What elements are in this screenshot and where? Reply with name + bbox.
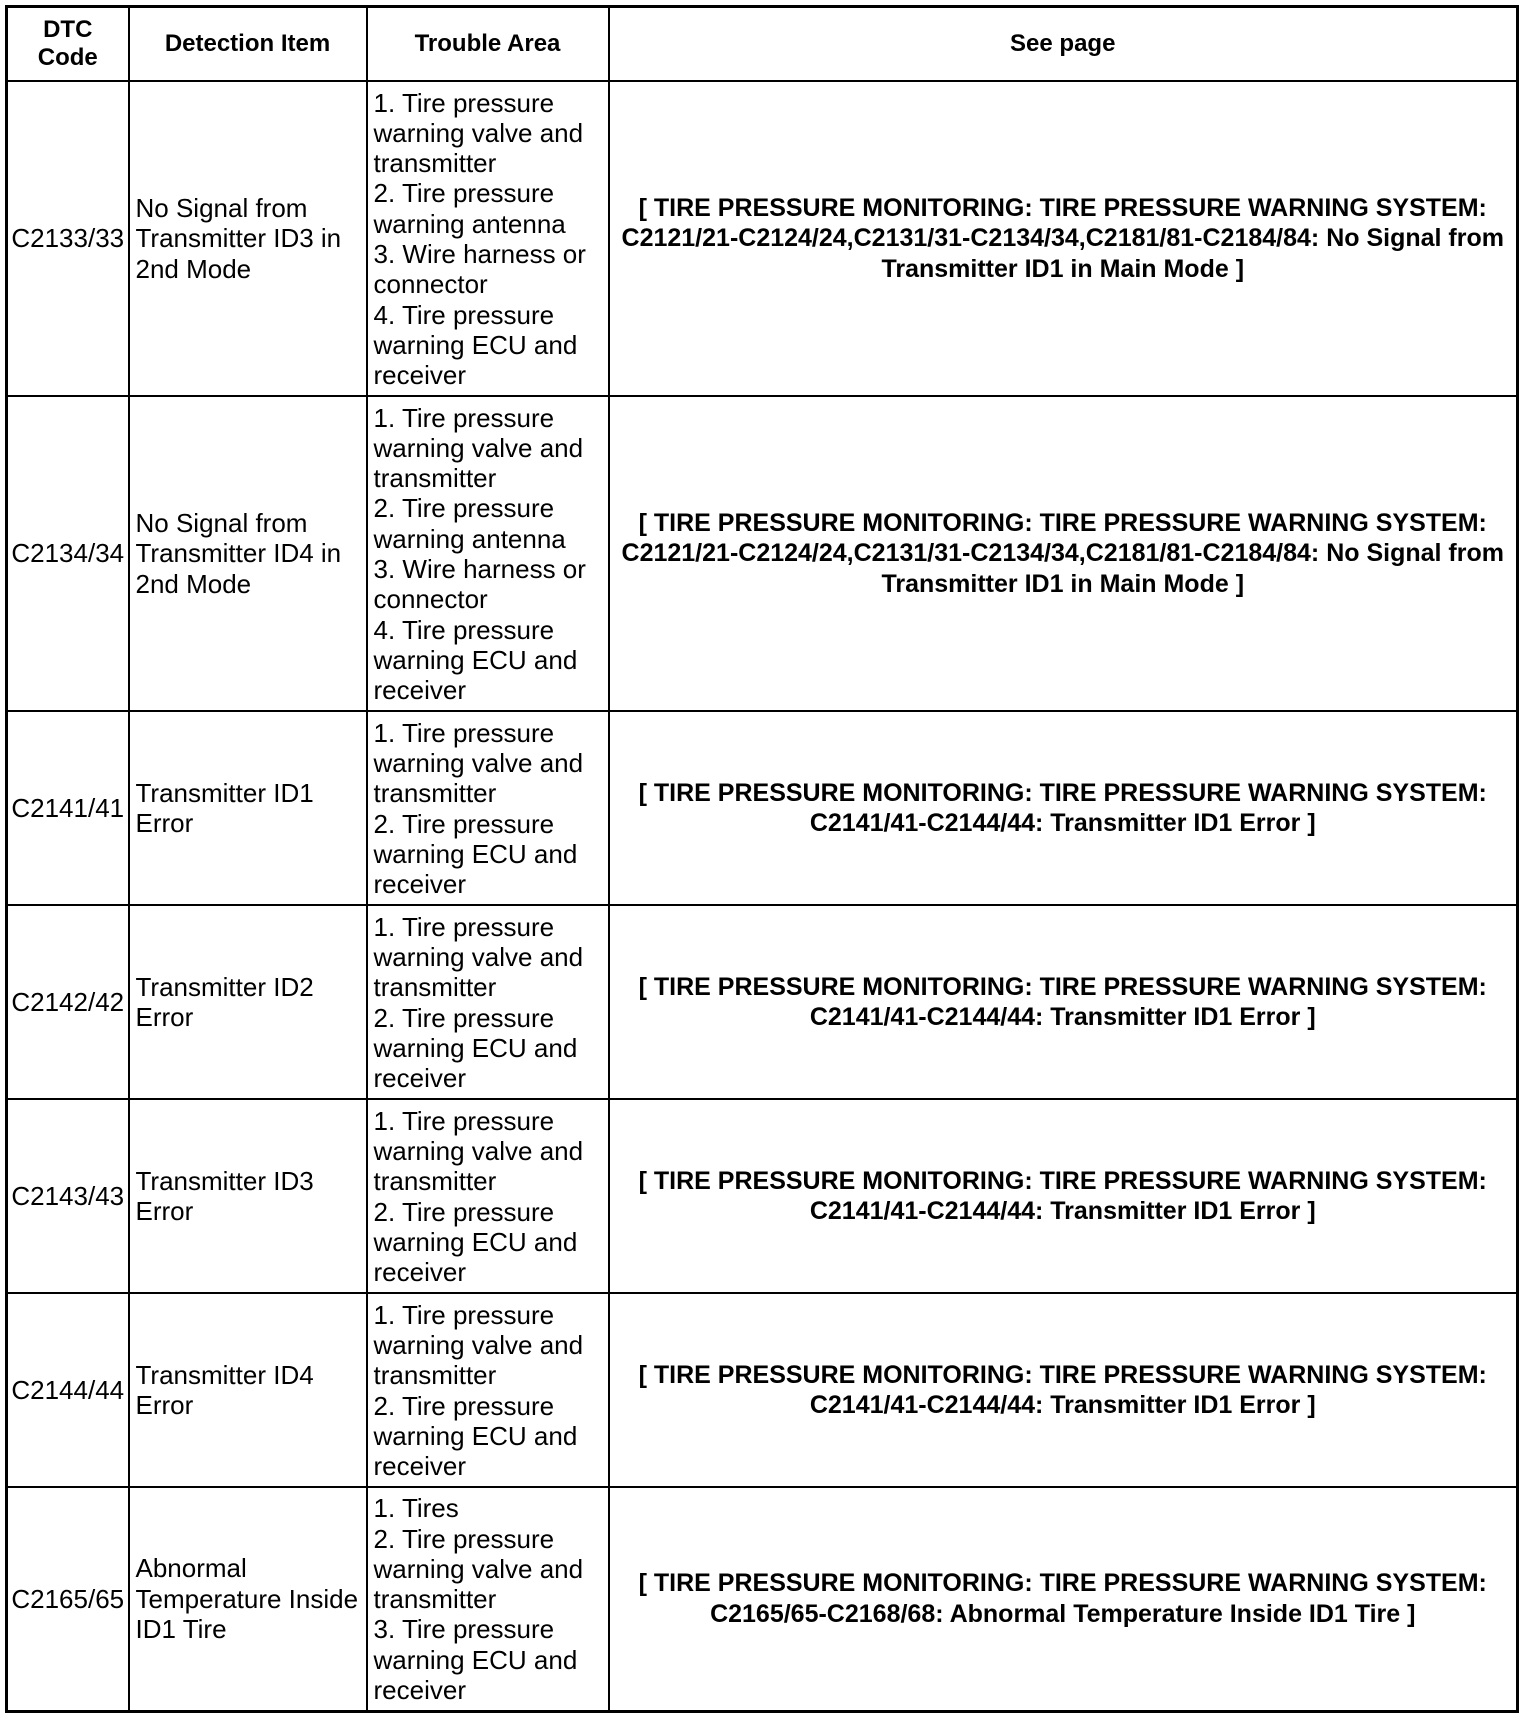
detection-item-cell: Transmitter ID1 Error	[129, 711, 367, 905]
trouble-area-line: transmitter	[373, 778, 497, 809]
trouble-area-cell	[367, 81, 609, 396]
trouble-area-cell	[367, 1099, 609, 1293]
trouble-area-line: 3. Wire harness or	[373, 554, 586, 584]
trouble-area-line: receiver	[373, 1451, 466, 1482]
trouble-area-line: 4. Tire pressure	[373, 614, 555, 645]
dtc-code-cell: C2133/33	[7, 81, 129, 396]
see-page-link[interactable]: [ TIRE PRESSURE MONITORING: TIRE PRESSURE WARNING SYSTEM: C2165/65-C2168/68: Abnormal Temperature Inside ID1 Tire ]	[609, 1487, 1518, 1711]
trouble-area-cell	[367, 1293, 609, 1487]
trouble-area-line: 1. Tires	[373, 1493, 459, 1524]
see-page-link[interactable]: [ TIRE PRESSURE MONITORING: TIRE PRESSURE WARNING SYSTEM: C2121/21-C2124/24,C2131/31-C2134/34,C2181/81-C2184/84: No Signal from Transmitter ID1 in Main Mode ]	[609, 81, 1518, 396]
trouble-area-line: transmitter	[373, 1166, 497, 1197]
trouble-area-line: warning ECU and	[373, 838, 578, 869]
trouble-area-line: 2. Tire pressure	[373, 1196, 555, 1227]
trouble-area-line: 1. Tire pressure	[373, 1299, 555, 1330]
detection-item-cell: Transmitter ID2 Error	[129, 905, 367, 1099]
trouble-area-line: warning ECU and	[373, 1032, 578, 1063]
dtc-code-cell: C2134/34	[7, 396, 129, 711]
trouble-area-line: receiver	[373, 360, 466, 391]
dtc-code-cell: C2141/41	[7, 711, 129, 905]
trouble-area-line: warning ECU and	[373, 1420, 578, 1451]
trouble-area-line: 4. Tire pressure	[373, 299, 555, 330]
trouble-area-line: 1. Tire pressure	[373, 911, 555, 942]
trouble-area-line: receiver	[373, 675, 466, 706]
detection-item-cell: Transmitter ID4 Error	[129, 1293, 367, 1487]
trouble-area-line: 2. Tire pressure	[373, 493, 555, 524]
trouble-area-line: warning antenna	[373, 208, 566, 239]
trouble-area-line: warning antenna	[373, 523, 566, 554]
dtc-table	[5, 5, 1519, 1713]
trouble-area-line: connector	[373, 269, 488, 300]
table-row	[7, 711, 1518, 905]
detection-item-cell: No Signal from Transmitter ID4 in 2nd Mode	[129, 396, 367, 711]
trouble-area-line: warning valve and	[373, 1329, 584, 1360]
trouble-area-line: 2. Tire pressure	[373, 1390, 555, 1421]
see-page-link[interactable]: [ TIRE PRESSURE MONITORING: TIRE PRESSURE WARNING SYSTEM: C2121/21-C2124/24,C2131/31-C2134/34,C2181/81-C2184/84: No Signal from Transmitter ID1 in Main Mode ]	[609, 396, 1518, 711]
trouble-area-line: warning valve and	[373, 1553, 584, 1584]
see-page-link[interactable]: [ TIRE PRESSURE MONITORING: TIRE PRESSURE WARNING SYSTEM: C2141/41-C2144/44: Transmitter ID1 Error ]	[609, 905, 1518, 1099]
trouble-area-cell	[367, 711, 609, 905]
detection-item-cell: Abnormal Temperature Inside ID1 Tire	[129, 1487, 367, 1711]
detection-item-cell: No Signal from Transmitter ID3 in 2nd Mode	[129, 81, 367, 396]
header-row	[7, 7, 1518, 82]
header-detection-item: Detection Item	[129, 7, 367, 82]
trouble-area-line: receiver	[373, 1257, 466, 1288]
header-trouble-area: Trouble Area	[367, 7, 609, 82]
trouble-area-line: warning valve and	[373, 432, 584, 463]
trouble-area-line: 1. Tire pressure	[373, 402, 555, 433]
table-row	[7, 396, 1518, 711]
trouble-area-line: 1. Tire pressure	[373, 87, 555, 118]
detection-item-cell: Transmitter ID3 Error	[129, 1099, 367, 1293]
trouble-area-line: warning valve and	[373, 941, 584, 972]
trouble-area-line: receiver	[373, 869, 466, 900]
trouble-area-line: transmitter	[373, 972, 497, 1003]
trouble-area-line: warning ECU and	[373, 1226, 578, 1257]
trouble-area-line: connector	[373, 584, 488, 615]
trouble-area-line: 2. Tire pressure	[373, 1523, 555, 1554]
trouble-area-line: warning ECU and	[373, 644, 578, 675]
table-body	[7, 81, 1518, 1711]
trouble-area-line: 1. Tire pressure	[373, 717, 555, 748]
trouble-area-line: 3. Tire pressure	[373, 1614, 555, 1645]
dtc-code-cell: C2143/43	[7, 1099, 129, 1293]
dtc-code-cell: C2165/65	[7, 1487, 129, 1711]
trouble-area-line: receiver	[373, 1063, 466, 1094]
trouble-area-cell	[367, 396, 609, 711]
header-see-page: See page	[609, 7, 1518, 82]
dtc-code-cell: C2144/44	[7, 1293, 129, 1487]
see-page-link[interactable]: [ TIRE PRESSURE MONITORING: TIRE PRESSURE WARNING SYSTEM: C2141/41-C2144/44: Transmitter ID1 Error ]	[609, 1293, 1518, 1487]
see-page-link[interactable]: [ TIRE PRESSURE MONITORING: TIRE PRESSURE WARNING SYSTEM: C2141/41-C2144/44: Transmitter ID1 Error ]	[609, 711, 1518, 905]
trouble-area-line: warning valve and	[373, 117, 584, 148]
trouble-area-line: warning valve and	[373, 1135, 584, 1166]
trouble-area-line: transmitter	[373, 1360, 497, 1391]
table-row	[7, 1293, 1518, 1487]
trouble-area-line: 2. Tire pressure	[373, 1002, 555, 1033]
trouble-area-line: 2. Tire pressure	[373, 808, 555, 839]
table-row	[7, 1099, 1518, 1293]
trouble-area-cell	[367, 1487, 609, 1711]
see-page-link[interactable]: [ TIRE PRESSURE MONITORING: TIRE PRESSURE WARNING SYSTEM: C2141/41-C2144/44: Transmitter ID1 Error ]	[609, 1099, 1518, 1293]
trouble-area-line: warning ECU and	[373, 329, 578, 360]
table-row	[7, 81, 1518, 396]
header-dtc-code: DTC Code	[7, 7, 129, 82]
trouble-area-line: 2. Tire pressure	[373, 178, 555, 209]
trouble-area-line: transmitter	[373, 148, 497, 179]
table-header	[7, 7, 1518, 82]
trouble-area-line: transmitter	[373, 463, 497, 494]
trouble-area-line: receiver	[373, 1674, 466, 1705]
trouble-area-line: warning valve and	[373, 747, 584, 778]
trouble-area-cell	[367, 905, 609, 1099]
dtc-code-cell: C2142/42	[7, 905, 129, 1099]
trouble-area-line: 3. Wire harness or	[373, 239, 586, 269]
table-row	[7, 1487, 1518, 1711]
trouble-area-line: 1. Tire pressure	[373, 1105, 555, 1136]
table-row	[7, 905, 1518, 1099]
trouble-area-line: warning ECU and	[373, 1644, 578, 1675]
trouble-area-line: transmitter	[373, 1584, 497, 1615]
